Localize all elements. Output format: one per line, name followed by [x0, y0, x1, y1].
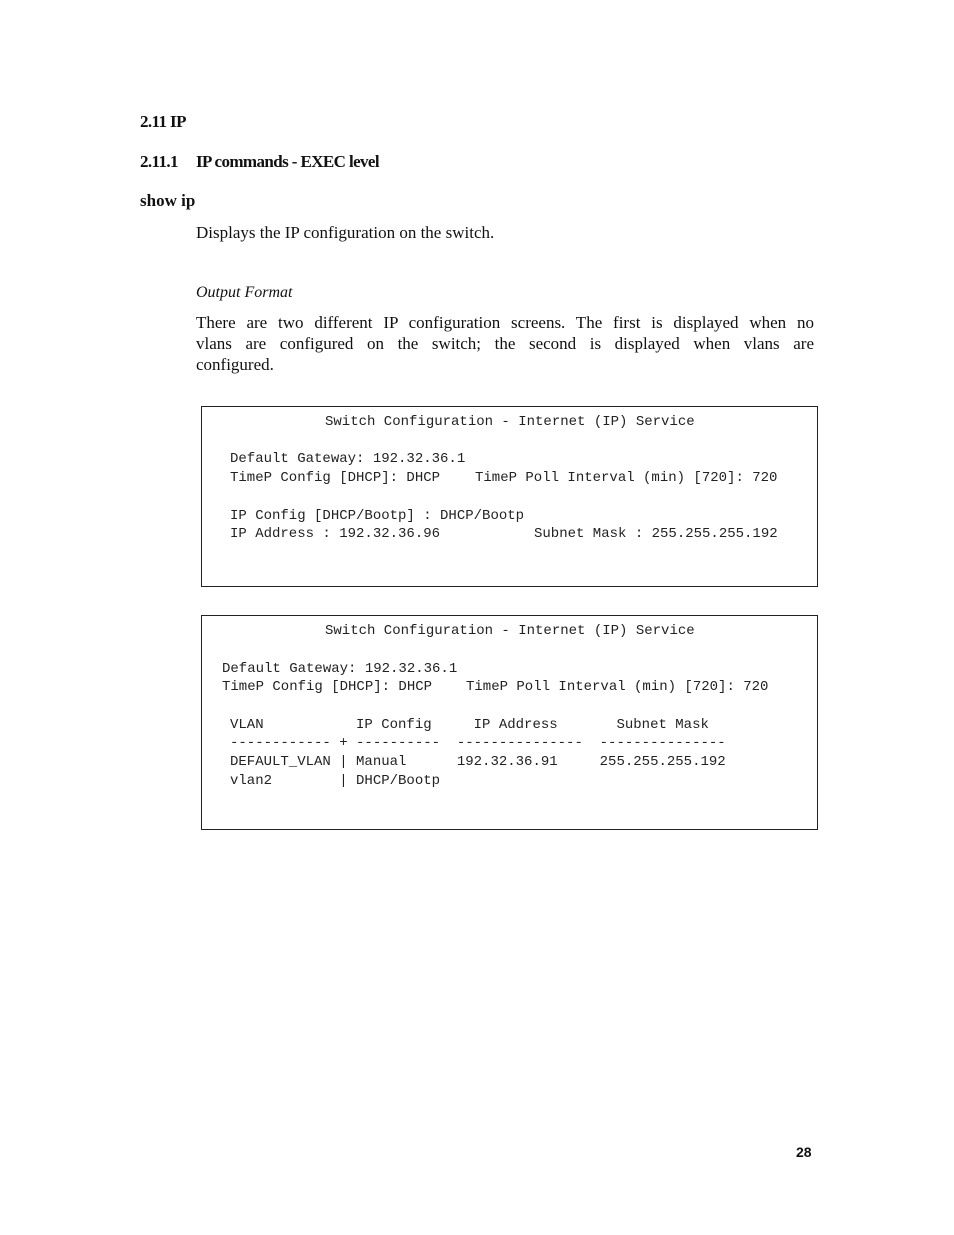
- subsection-number: 2.11.1: [140, 152, 178, 171]
- vlan-table-row: DEFAULT_VLAN | Manual 192.32.36.91 255.255.255.192: [230, 754, 726, 770]
- ip-config-line: IP Config [DHCP/Bootp] : DHCP/Bootp: [230, 508, 525, 524]
- timep-config-line: TimeP Config [DHCP]: DHCP: [222, 679, 433, 695]
- command-name: show ip: [140, 191, 196, 210]
- page-number: 28: [796, 1144, 812, 1160]
- vlan-table-header: VLAN IP Config IP Address Subnet Mask: [230, 717, 709, 733]
- vlan-table-row: vlan2 | DHCP/Bootp: [230, 773, 441, 789]
- output-description-paragraph: [196, 312, 814, 375]
- paragraph-line: There are two different IP configuration screens. The first is displayed when no: [196, 313, 814, 332]
- timep-config-line: TimeP Config [DHCP]: DHCP: [230, 470, 441, 486]
- ip-config-screen-no-vlans: [201, 406, 818, 587]
- paragraph-line: configured.: [196, 355, 274, 374]
- command-description: Displays the IP configuration on the switch.: [196, 223, 495, 242]
- ip-config-screen-with-vlans: [201, 615, 818, 830]
- default-gateway-line: Default Gateway: 192.32.36.1: [230, 451, 466, 467]
- timep-poll-interval-line: TimeP Poll Interval (min) [720]: 720: [475, 470, 778, 486]
- ip-address-line: IP Address : 192.32.36.96: [230, 526, 441, 542]
- screen-title: Switch Configuration - Internet (IP) Service: [325, 623, 695, 639]
- paragraph-line: vlans are configured on the switch; the second is displayed when vlans are: [196, 334, 814, 353]
- subnet-mask-line: Subnet Mask : 255.255.255.192: [534, 526, 778, 542]
- vlan-table-separator: ------------ + ---------- --------------- ---------------: [230, 735, 726, 751]
- subsection-title: IP commands - EXEC level: [196, 152, 379, 171]
- timep-poll-interval-line: TimeP Poll Interval (min) [720]: 720: [466, 679, 769, 695]
- section-heading: 2.11 IP: [140, 112, 186, 131]
- screen-title: Switch Configuration - Internet (IP) Service: [325, 414, 695, 430]
- default-gateway-line: Default Gateway: 192.32.36.1: [222, 661, 458, 677]
- output-format-heading: Output Format: [196, 284, 293, 301]
